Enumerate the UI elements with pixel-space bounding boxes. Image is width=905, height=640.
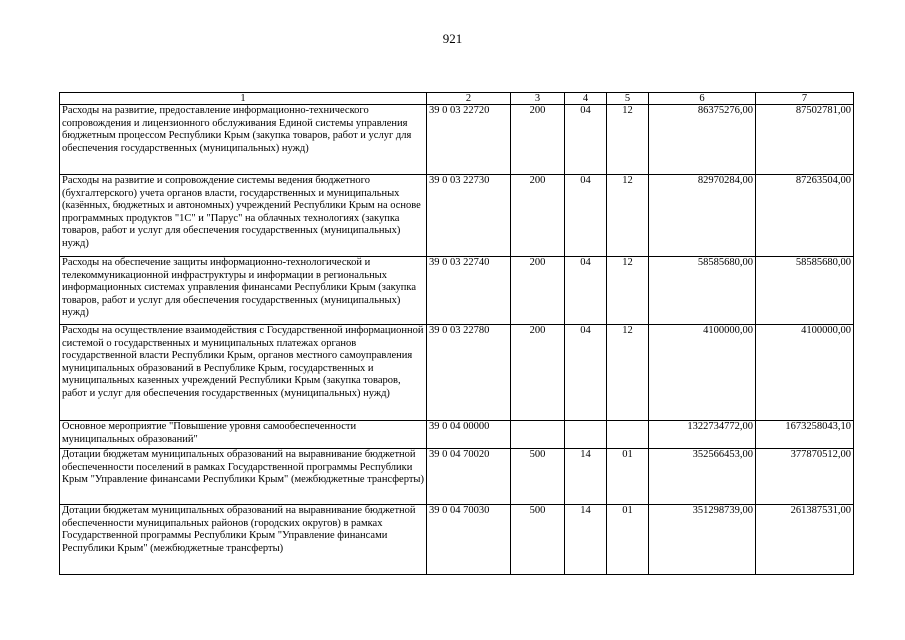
row-col-3: 200 [511,325,565,421]
table-row [60,449,854,505]
header-col-6: 6 [649,93,756,105]
row-col-5: 12 [607,175,649,257]
row-code: 39 0 04 00000 [427,421,511,449]
row-col-5: 12 [607,325,649,421]
row-amount-6: 352566453,00 [649,449,756,505]
row-amount-7: 377870512,00 [756,449,854,505]
row-description: Расходы на осуществление взаимодействия с Государственной информационной системой о государственных и муниципальных платежах органов государственной власти Республики Крым, органов местного самоуправления муниципальных образований в Республике Крым, государственных и муниципальных казенных учреждений Республики Крым (закупка товаров, работ и услуг для обеспечения государственных (муниципальных) нужд) [60,325,427,421]
row-amount-7: 4100000,00 [756,325,854,421]
row-col-3: 500 [511,449,565,505]
row-col-5 [607,421,649,449]
row-amount-7: 87502781,00 [756,105,854,175]
row-amount-7: 87263504,00 [756,175,854,257]
row-code: 39 0 03 22780 [427,325,511,421]
row-code: 39 0 04 70030 [427,505,511,575]
header-col-3: 3 [511,93,565,105]
row-description: Основное мероприятие "Повышение уровня самообеспеченности муниципальных образований" [60,421,427,449]
table-row [60,325,854,421]
row-amount-6: 351298739,00 [649,505,756,575]
row-code: 39 0 03 22730 [427,175,511,257]
table-row [60,505,854,575]
row-code: 39 0 03 22740 [427,257,511,325]
row-col-4: 04 [565,175,607,257]
page-number: 921 [442,31,463,46]
row-col-4: 04 [565,105,607,175]
row-description: Расходы на развитие и сопровождение системы ведения бюджетного (бухгалтерского) учета органов власти, государственных и муниципальных (казённых, бюджетных и автономных) учреждений Республики Крым на основе программных продуктов "1С" и "Парус" на облачных технологиях (закупка товаров, работ и услуг для обеспечения государственных (муниципальных) нужд) [60,175,427,257]
header-col-7: 7 [756,93,854,105]
table-row [60,105,854,175]
row-code: 39 0 04 70020 [427,449,511,505]
row-amount-6: 4100000,00 [649,325,756,421]
row-description: Расходы на обеспечение защиты информационно-технологической и телекоммуникационной инфраструктуры и информации в региональных информационных системах управления финансами Республики Крым (закупка товаров, работ и услуг для обеспечения государственных (муниципальных) нужд) [60,257,427,325]
header-row [60,93,854,105]
row-col-3 [511,421,565,449]
row-col-3: 200 [511,105,565,175]
row-amount-6: 1322734772,00 [649,421,756,449]
row-col-5: 01 [607,505,649,575]
row-code: 39 0 03 22720 [427,105,511,175]
row-amount-6: 86375276,00 [649,105,756,175]
header-col-1: 1 [60,93,427,105]
row-amount-7: 261387531,00 [756,505,854,575]
row-col-4: 14 [565,505,607,575]
row-col-5: 01 [607,449,649,505]
table-row [60,421,854,449]
header-col-2: 2 [427,93,511,105]
row-amount-6: 58585680,00 [649,257,756,325]
row-col-4: 04 [565,325,607,421]
header-col-4: 4 [565,93,607,105]
row-col-4: 04 [565,257,607,325]
row-amount-7: 58585680,00 [756,257,854,325]
row-col-4 [565,421,607,449]
table-row [60,175,854,257]
table-row [60,257,854,325]
row-col-4: 14 [565,449,607,505]
row-amount-7: 1673258043,10 [756,421,854,449]
row-amount-6: 82970284,00 [649,175,756,257]
row-col-3: 500 [511,505,565,575]
row-col-3: 200 [511,175,565,257]
row-description: Дотации бюджетам муниципальных образований на выравнивание бюджетной обеспеченности поселений в рамках Государственной программы Республики Крым "Управление финансами Республики Крым" (межбюджетные трансферты) [60,449,427,505]
header-col-5: 5 [607,93,649,105]
row-description: Расходы на развитие, предоставление информационно-технического сопровождения и лицензионного обслуживания Единой системы управления бюджетным процессом Республики Крым (закупка товаров, работ и услуг для обеспечения государственных (муниципальных) нужд) [60,105,427,175]
row-description: Дотации бюджетам муниципальных образований на выравнивание бюджетной обеспеченности муниципальных районов (городских округов) в рамках Государственной программы Республики Крым "Управление финансами Республики Крым" (межбюджетные трансферты) [60,505,427,575]
budget-table [59,92,854,575]
row-col-3: 200 [511,257,565,325]
row-col-5: 12 [607,257,649,325]
row-col-5: 12 [607,105,649,175]
